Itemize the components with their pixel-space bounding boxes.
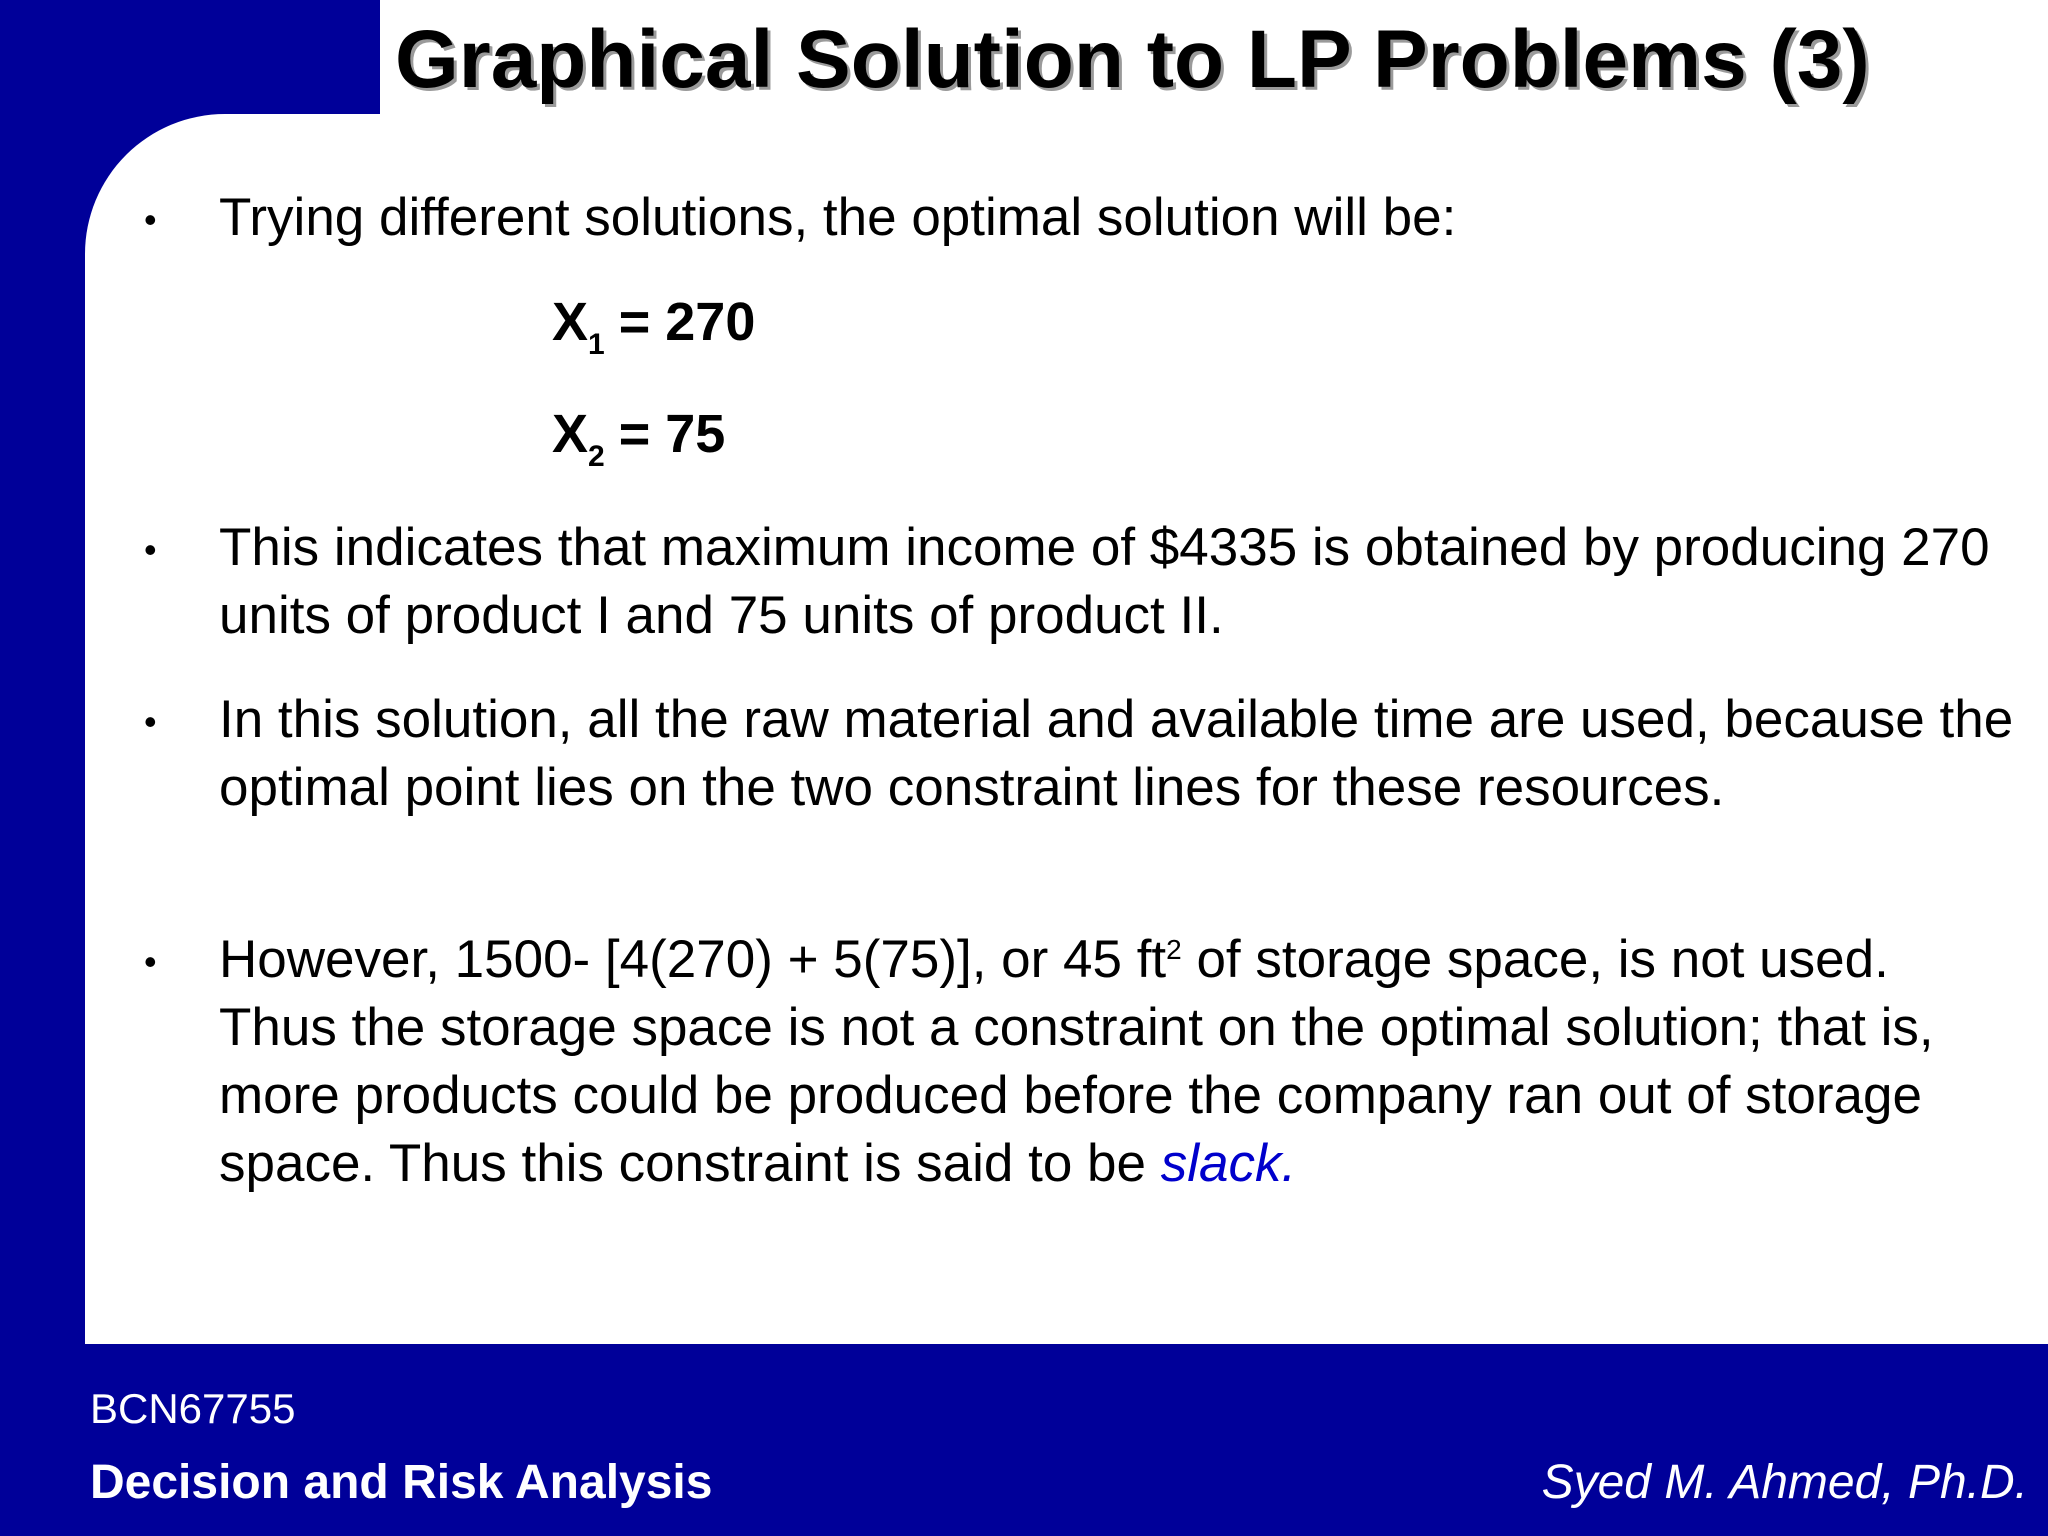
bullet-4-part2: of storage space, is not used. Thus the storage space is not a constraint on the optimal solution; that is, more products could be produced before the company ran out of storage space. Thus this constraint is said to be [219,930,1934,1193]
slack-term: slack [1160,1134,1282,1193]
course-code: BCN67755 [90,1385,296,1432]
equation-x2 [552,400,725,491]
slide-title: Graphical Solution to LP Problems (3) [395,14,1870,105]
bullet-1-text: Trying different solutions, the optimal solution will be: [219,188,1457,247]
bullet-2-text: This indicates that maximum income of $4335 is obtained by producing 270 units of product I and 75 units of product II. [219,518,1990,645]
bullet-4-part1: However, 1500- [4(270) + 5(75)], or 45 ft [219,930,1167,989]
equation-x2-var: X [552,404,589,464]
equation-x1-rhs: = 270 [618,292,756,352]
bullet-marker: • [144,701,157,742]
bullet-marker: • [144,529,157,570]
equation-x1-var: X [552,292,589,352]
slack-period: . [1281,1134,1297,1193]
equation-x2-sub: 2 [588,440,605,473]
equation-x2-rhs: = 75 [618,404,726,464]
course-title: Decision and Risk Analysis [90,1456,713,1509]
bullet-3-text: In this solution, all the raw material and available time are used, because the optimal point lies on the two constraint lines for these resources. [219,690,2014,817]
equation-x1 [552,288,755,379]
superscript-2: 2 [1166,934,1182,965]
bullet-4-text [219,926,2019,1198]
author-name: Syed M. Ahmed, Ph.D. [1541,1456,2028,1509]
bullet-marker: • [144,199,157,240]
equation-x1-sub: 1 [588,328,605,361]
bullet-marker: • [144,941,157,982]
